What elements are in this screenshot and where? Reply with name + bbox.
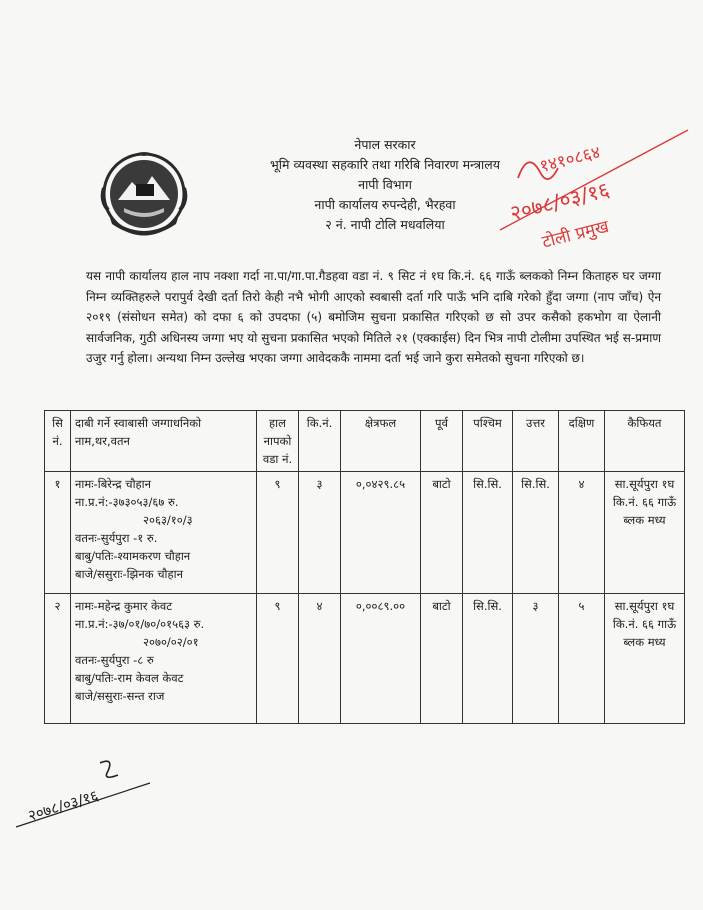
bottom-signature [10, 755, 160, 835]
claimant-address: वतनः-सुर्यपुरा -८ रु [75, 653, 154, 667]
header-government: नेपाल सरकार [354, 137, 416, 152]
header-south: दक्षिण [559, 411, 605, 472]
row-serial: २ [45, 594, 71, 724]
nepal-emblem-icon [98, 148, 190, 240]
header-ministry: भूमि व्यवस्था सहकारि तथा गरिबि निवारण मन्त्रालय [270, 157, 500, 172]
header-ward: हाल नापको वडा नं. [257, 411, 299, 472]
row-ward: ९ [257, 594, 299, 724]
signature-date: २०७८/०३/१६ [25, 786, 101, 825]
table-header-row [45, 411, 685, 472]
claimant-name: नामः-महेन्द्र कुमार केवट [75, 599, 173, 613]
row-remarks: सा.सूर्यपुरा १घ कि.नं. ६६ गाऊँ ब्लक मध्य [605, 472, 685, 594]
header-east: पूर्व [421, 411, 463, 472]
claimant-citizenship-date: २०७०/०२/०१ [143, 635, 199, 649]
row-north: ३ [513, 594, 559, 724]
row-north: सि.सि. [513, 472, 559, 594]
claims-table [44, 410, 685, 724]
header-west: पश्चिम [463, 411, 513, 472]
row-east: बाटो [421, 472, 463, 594]
header-plot: कि.नं. [299, 411, 341, 472]
header-department: नापी विभाग [358, 177, 412, 192]
row-west: सि.सि. [463, 594, 513, 724]
stamp-date: २०७८/०३/१६ [507, 177, 612, 226]
row-south: ५ [559, 594, 605, 724]
claimant-grandfather: बाजे/ससुराः-सन्त राज [75, 689, 165, 703]
stamp-title: टोली प्रमुख [540, 216, 611, 253]
stamp-number: १४१०८६४ [537, 142, 603, 177]
header-remarks: कैफियत [605, 411, 685, 472]
notice-paragraph: यस नापी कार्यालय हाल नाप नक्शा गर्दा ना.पा/गा.पा.गैडहवा वडा नं. ९ सिट नं १घ कि.नं. ६६ गाऊँ ब्लकको निम्न किताहरु घर जग्गा निम्न व्यक्तिहरुले परापुर्व देखी दर्ता तिरो केही नभै भोगी आएको स्वबासी दर्ता गरि पाऊँ भनि दाबि गरेको हुँदा जग्गा (नाप जाँच) ऐन २०१९ (संसोधन समेत) को दफा ६ को उपदफा (५) बमोजिम सुचना प्रकासित गरिएको छ सो उपर कसैको हकभोग वा ऐलानी सार्वजनिक, गुठी अधिनस्य जग्गा भए यो सुचना प्रकासित भएको मितिले २१ (एक्काईस) दिन भित्र नापी टोलीमा उपस्थित भई स-प्रमाण उजुर गर्नु होला। अन्यथा निम्न उल्लेख भएका जग्गा आवेदककै नाममा दर्ता भई जाने कुरा समेतको सुचना गरिएको छ। [86, 269, 661, 365]
row-serial: १ [45, 472, 71, 594]
header-office: नापी कार्यालय रुपन्देही, भैरहवा [314, 197, 456, 212]
row-area: ०,०४२९.८५ [341, 472, 421, 594]
claimant-name: नामः-बिरेन्द्र चौहान [75, 477, 152, 491]
row-plot: ४ [299, 594, 341, 724]
table-row [45, 472, 685, 594]
claimant-father: बाबु/पतिः-श्यामकरण चौहान [75, 549, 191, 563]
row-east: बाटो [421, 594, 463, 724]
header-team: २ नं. नापी टोलि मधवलिया [325, 217, 445, 232]
row-claimant [71, 472, 257, 594]
red-stamp-signature [488, 110, 698, 260]
row-south: ४ [559, 472, 605, 594]
header-north: उत्तर [513, 411, 559, 472]
claimant-father: बाबु/पतिः-राम केवल केवट [75, 671, 184, 685]
header-claimant: दाबी गर्ने स्वाबासी जग्गाधनिको नाम,थर,वतन [71, 411, 257, 472]
header-area: क्षेत्रफल [341, 411, 421, 472]
claimant-citizenship: ना.प्र.नं:-३७३०५३/६७ रु. [75, 495, 179, 509]
table-row [45, 594, 685, 724]
claimant-citizenship: ना.प्र.नं:-३७/०१/७०/०१५६३ रु. [75, 617, 205, 631]
row-plot: ३ [299, 472, 341, 594]
claimant-citizenship-date: २०६३/१०/३ [143, 513, 193, 527]
row-ward: ९ [257, 472, 299, 594]
claimant-address: वतनः-सुर्यपुरा -१ रु. [75, 531, 158, 545]
claimant-grandfather: बाजे/ससुराः-झिनक चौहान [75, 567, 183, 581]
row-area: ०,००८९.०० [341, 594, 421, 724]
header-serial: सि नं. [45, 411, 71, 472]
row-remarks: सा.सूर्यपुरा १घ कि.नं. ६६ गाऊँ ब्लक मध्य [605, 594, 685, 724]
row-claimant [71, 594, 257, 724]
row-west: सि.सि. [463, 472, 513, 594]
